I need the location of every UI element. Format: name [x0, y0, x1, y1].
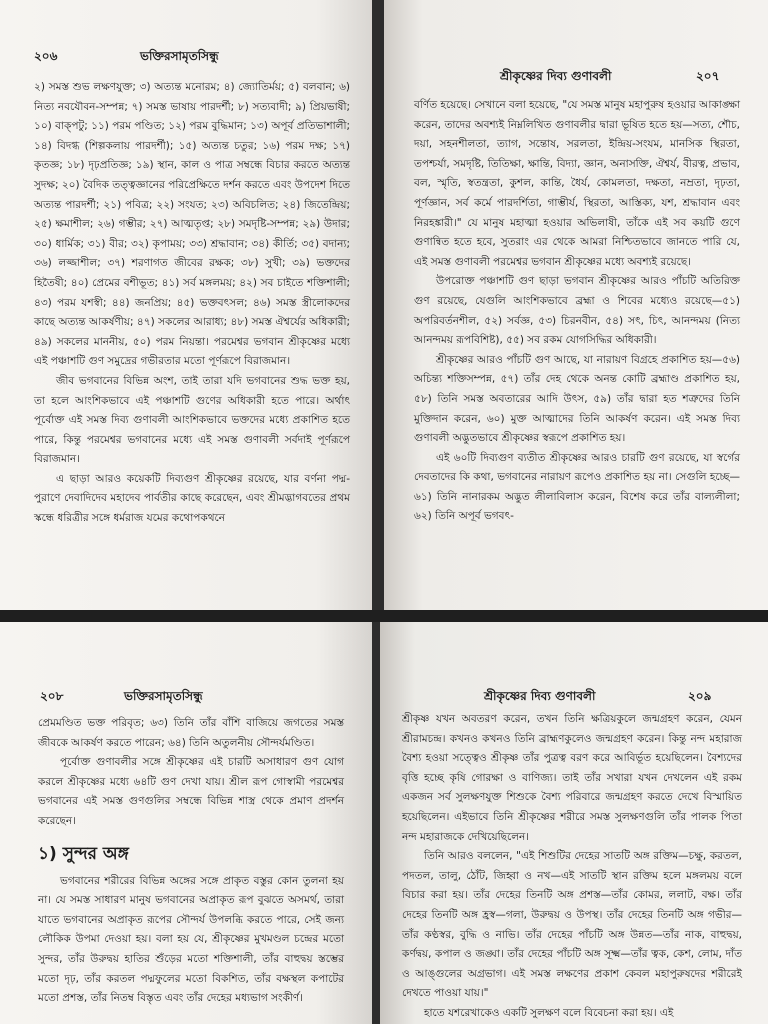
- running-title: ভক্তিরসামৃতসিন্ধু: [124, 689, 203, 703]
- page-separator: [0, 610, 768, 622]
- paragraph: এই ৬০টি দিব্যগুণ ব্যতীত শ্রীকৃষ্ণের আরও চারটি গুণ রয়েছে, যা স্বর্গের দেবতাদের কি কথা, ভগবানের নারায়ণ রূপেও প্রকাশিত হয় না। সেগুলি হচ্ছে—৬১) তিনি নানারকম অদ্ভুত লীলাবিলাস করেন, বিশেষ করে তাঁর বাল্যলীলা; ৬২) তিনি অপূর্ব ভগবৎ-: [414, 451, 740, 523]
- page-208: [0, 622, 372, 1024]
- paragraph: তিনি আরও বললেন, "এই শিশুটির দেহের সাতটি অঙ্গ রক্তিম—চক্ষু, করতল, পদতল, তালু, ঠোঁট, জিহ্বা ও নখ—এই সাতটি স্থান রক্তিম হলে মঙ্গলময় বলে বিচার করা হয়। তাঁর দেহের তিনটি অঙ্গ প্রশস্ত—তাঁর কোমর, ললাট, বক্ষ। তাঁর দেহের তিনটি অঙ্গ হ্রস্ব—গলা, উরুদ্বয় ও উপস্থ। তাঁর দেহের তিনটি অঙ্গ গভীর—তাঁর কণ্ঠস্বর, বুদ্ধি ও নাভি। তাঁর দেহের পাঁচটি অঙ্গ উন্নত—তাঁর নাক, বাহুদ্বয়, কর্ণদ্বয়, কপাল ও জঙ্ঘা। তাঁর দেহের পাঁচটি অঙ্গ সূক্ষ্ম—তাঁর ত্বক, কেশ, লোম, দাঁত ও আঙ্গুলের অগ্রভাগ। এই সমস্ত লক্ষণের প্রকাশ কেবল মহাপুরুষদের শরীরেই দেখতে পাওয়া যায়।": [402, 850, 742, 1000]
- paragraph: শ্রীকৃষ্ণ যখন অবতরণ করেন, তখন তিনি ক্ষত্রিয়কুলে জন্মগ্রহণ করেন, যেমন শ্রীরামচন্দ্র। কখনও কখনও তিনি ব্রাহ্মণকুলেও জন্মগ্রহণ করেন। কিন্তু নন্দ মহারাজ বৈশ্য হওয়া সত্ত্বেও শ্রীকৃষ্ণ তাঁর পুত্রত্ব বরণ করে আবির্ভূত হয়েছিলেন। বৈশ্যদের বৃত্তি হচ্ছে কৃষি গোরক্ষা ও বাণিজ্য। তাই তাঁর সখারা যখন দেখলেন এই রকম একজন সর্ব সুলক্ষণযুক্ত শিশুকে বৈশ্য পরিবারে জন্মগ্রহণ করতে দেখে বিস্মায়িত হয়েছিলেন। এইভাবে তিনি শ্রীকৃষ্ণের শরীরে সমস্ত সুলক্ষণগুলি তাঁর পালক পিতা নন্দ মহারাজকে দেখিয়েছিলেন।: [402, 713, 742, 843]
- section-heading: ১) সুন্দর অঙ্গ: [38, 843, 129, 864]
- paragraph: উপরোক্ত পঞ্চাশটি গুণ ছাড়া ভগবান শ্রীকৃষ্ণের আরও পাঁচটি অতিরিক্ত গুণ রয়েছে, যেগুলি আংশিকভাবে ব্রহ্মা ও শিবের মধ্যেও রয়েছে—৫১) অপরিবর্তনশীল, ৫২) সর্বজ্ঞ, ৫৩) চিরনবীন, ৫৪) সৎ, চিৎ, আনন্দময় (নিত্য আনন্দময় রূপবিশিষ্ট), ৫৫) সব রকম যোগসিদ্ধির অধিকারী।: [414, 275, 740, 347]
- page-body: [34, 78, 350, 529]
- page-207: [384, 0, 768, 612]
- book-gutter: [372, 622, 380, 1024]
- paragraph: ২) সমস্ত শুভ লক্ষণযুক্ত; ৩) অত্যন্ত মনোরম; ৪) জ্যোতির্ময়; ৫) বলবান; ৬) নিত্য নবযৌবন-সম্পন্ন; ৭) সমস্ত ভাষায় পারদর্শী; ৮) সত্যবাদী; ৯) প্রিয়ভাষী; ১০) বাক্‌পটু; ১১) পরম পণ্ডিত; ১২) পরম বুদ্ধিমান; ১৩) অপূর্ব প্রতিভাশালী; ১৪) বিদগ্ধ (শিল্পকলায় পারদর্শী); ১৫) অত্যন্ত চতুর; ১৬) পরম দক্ষ; ১৭) কৃতজ্ঞ; ১৮) দৃঢ়প্রতিজ্ঞ; ১৯) স্থান, কাল ও পাত্র সম্বন্ধে বিচার করতে অত্যন্ত সুদক্ষ; ২০) বৈদিক তত্ত্বজ্ঞানের পরিপ্রেক্ষিতে দর্শন করতে এবং উপদেশ দিতে অত্যন্ত পারদর্শী; ২১) পবিত্র; ২২) সংযত; ২৩) অবিচলিত; ২৪) জিতেন্দ্রিয়; ২৫) ক্ষমাশীল; ২৬) গম্ভীর; ২৭) আত্মতৃপ্ত; ২৮) সমদৃষ্টি-সম্পন্ন; ২৯) উদার; ৩০) ধার্মিক; ৩১) বীর; ৩২) কৃপাময়; ৩৩) শ্রদ্ধাবান; ৩৪) কীর্তি; ৩৫) বদান্য; ৩৬) লজ্জাশীল; ৩৭) শরণাগত জীবের রক্ষক; ৩৮) সুখী; ৩৯) ভক্তদের হিতৈষী; ৪০) প্রেমের বশীভূত; ৪১) সর্ব মঙ্গলময়; ৪২) সব চাইতে শক্তিশালী; ৪৩) পরম যশস্বী; ৪৪) জনপ্রিয়; ৪৫) ভক্তবৎসল; ৪৬) সমস্ত স্ত্রীলোকদের কাছে অত্যন্ত আকর্ষণীয়; ৪৭) সকলের আরাধ্য; ৪৮) সমস্ত ঐশ্বর্যের অধিকারী; ৪৯) সকলের মাননীয়, ৫০) পরম নিয়ন্তা। পরমেশ্বর ভগবান শ্রীকৃষ্ণের মধ্যে এই পঞ্চাশটি গুণ সমুদ্রের গভীরতার মতো পূর্ণরূপে বিরাজমান।: [34, 81, 350, 368]
- page-209: [380, 622, 768, 1024]
- page-206: [0, 0, 372, 610]
- page-number: ২০৮: [40, 689, 64, 703]
- page-number: ২০৯: [688, 689, 712, 703]
- book-gutter: [372, 0, 384, 612]
- page-body: [402, 710, 742, 1024]
- paragraph: এ ছাড়া আরও কয়েকটি দিব্যগুণ শ্রীকৃষ্ণের রয়েছে, যার বর্ণনা পদ্ম-পুরাণে দেবাদিদেব মহাদেব পার্বতীর কাছে করেছেন, এবং শ্রীমদ্ভাগবতের প্রথম স্কন্ধে ধরিত্রীর সঙ্গে ধর্মরাজ যমের কথোপকথনে: [34, 472, 350, 525]
- page-body: [414, 96, 740, 527]
- running-title: শ্রীকৃষ্ণের দিব্য গুণাবলী: [500, 69, 612, 83]
- page-number: ২০৭: [696, 69, 720, 83]
- page-number: ২০৬: [34, 49, 58, 63]
- running-title: শ্রীকৃষ্ণের দিব্য গুণাবলী: [484, 689, 596, 703]
- paragraph: পূর্বোক্ত গুণাবলীর সঙ্গে শ্রীকৃষ্ণের এই চারটি অসাধারণ গুণ যোগ করলে শ্রীকৃষ্ণের মধ্যে ৬৪টি গুণ দেখা যায়। শ্রীল রূপ গোস্বামী পরমেশ্বর ভগবানের এই সমস্ত গুণগুলির সম্বন্ধে বিভিন্ন শাস্ত্র থেকে প্রমাণ প্রদর্শন করেছেন।: [38, 756, 344, 827]
- paragraph: বর্ণিত হয়েছে। সেখানে বলা হয়েছে, "যে সমস্ত মানুষ মহাপুরুষ হওয়ার আকাঙ্ক্ষা করেন, তাদের অবশ্যই নিম্নলিখিত গুণাবলীর দ্বারা ভূষিত হতে হয়—সত্য, শৌচ, দয়া, সহনশীলতা, ত্যাগ, সন্তোষ, সরলতা, ইন্দ্রিয়-সংযম, মানসিক স্থিরতা, তপশ্চর্যা, সমদৃষ্টি, তিতিক্ষা, ক্ষান্তি, বিদ্যা, জ্ঞান, অনাসক্তি, ঐশ্বর্য, বীরত্ব, প্রভাব, বল, স্মৃতি, স্বতন্ত্রতা, কুশল, কান্তি, ধৈর্য, কোমলতা, দক্ষতা, নম্রতা, দৃঢ়তা, পূর্ণজ্ঞান, সর্ব কর্মে পারদর্শিতা, গাম্ভীর্য, স্থিরতা, আস্তিক্য, যশ, শ্রদ্ধাবান এবং নিরহঙ্কারী।" যে মানুষ মহাত্মা হওয়ার অভিলাষী, তাঁকে এই সব কয়টি গুণে গুণান্বিত হতে হবে, সুতরাং এর থেকে আমরা নিশ্চিতভাবে জানতে পারি যে, এই সমস্ত গুণাবলী পরমেশ্বর ভগবান শ্রীকৃষ্ণের মধ্যে অবশ্যই রয়েছে।: [414, 99, 740, 268]
- paragraph: হাতে যশরেখাকেও একটি সুলক্ষণ বলে বিবেচনা করা হয়। এই: [424, 1006, 674, 1019]
- paragraph: জীব ভগবানের বিভিন্ন অংশ, তাই তারা যদি ভগবানের শুদ্ধ ভক্ত হয়, তা হলে আংশিকভাবে এই পঞ্চাশটি গুণের অধিকারী হতে পারে। অর্থাৎ পূর্বোক্ত এই সমস্ত দিব্য গুণাবলী আংশিকভাবে ভক্তদের মধ্যে প্রকাশিত হতে পারে, কিন্তু পরমেশ্বর ভগবানের মধ্যে এই সমস্ত গুণাবলী সর্বদাই পূর্ণরূপে বিরাজমান।: [34, 374, 350, 466]
- paragraph: প্রেমমণ্ডিত ভক্ত পরিবৃত; ৬৩) তিনি তাঁর বাঁশি বাজিয়ে জগতের সমস্ত জীবকে আকর্ষণ করতে পারেন; ৬৪) তিনি অতুলনীয় সৌন্দর্যমণ্ডিত।: [38, 717, 344, 749]
- running-title: ভক্তিরসামৃতসিন্ধু: [140, 49, 219, 63]
- page-body: [38, 714, 344, 1009]
- paragraph: ভগবানের শরীরের বিভিন্ন অঙ্গের সঙ্গে প্রাকৃত বস্তুর কোন তুলনা হয় না। যে সমস্ত সাধারণ মানুষ ভগবানের অপ্রাকৃত রূপ বুঝতে অসমর্থ, তারা যাতে ভগবানের অপ্রাকৃত রূপের সৌন্দর্য উপলব্ধি করতে পারে, সেই জন্য লৌকিক উপমা দেওয়া হয়। বলা হয় যে, শ্রীকৃষ্ণের মুখমণ্ডল চন্দ্রের মতো সুন্দর, তাঁর উরুদ্বয় হাতির শুঁড়ের মতো শক্তিশালী, তাঁর বাহুদ্বয় স্তম্ভের মতো দৃঢ়, তাঁর করতল পদ্মফুলের মতো বিকশিত, তাঁর বক্ষস্থল কপাটের মতো প্রশস্ত, তাঁর নিতম্ব বিস্তৃত এবং তাঁর দেহের মধ্যভাগ সংকীর্ণ।: [38, 874, 344, 1005]
- paragraph: শ্রীকৃষ্ণের আরও পাঁচটি গুণ আছে, যা নারায়ণ বিগ্রহে প্রকাশিত হয়—৫৬) অচিন্ত্য শক্তিসম্পন্ন, ৫৭) তাঁর দেহ থেকে অনন্ত কোটি ব্রহ্মাণ্ড প্রকাশিত হয়, ৫৮) তিনি সমস্ত অবতারের আদি উৎস, ৫৯) তাঁর দ্বারা হত শত্রুদের তিনি মুক্তিদান করেন, ৬০) মুক্ত আত্মাদের তিনি আকর্ষণ করেন। এই সমস্ত দিব্য গুণাবলী অদ্ভুতভাবে শ্রীকৃষ্ণের স্বরূপে প্রকাশিত হয়।: [414, 353, 740, 445]
